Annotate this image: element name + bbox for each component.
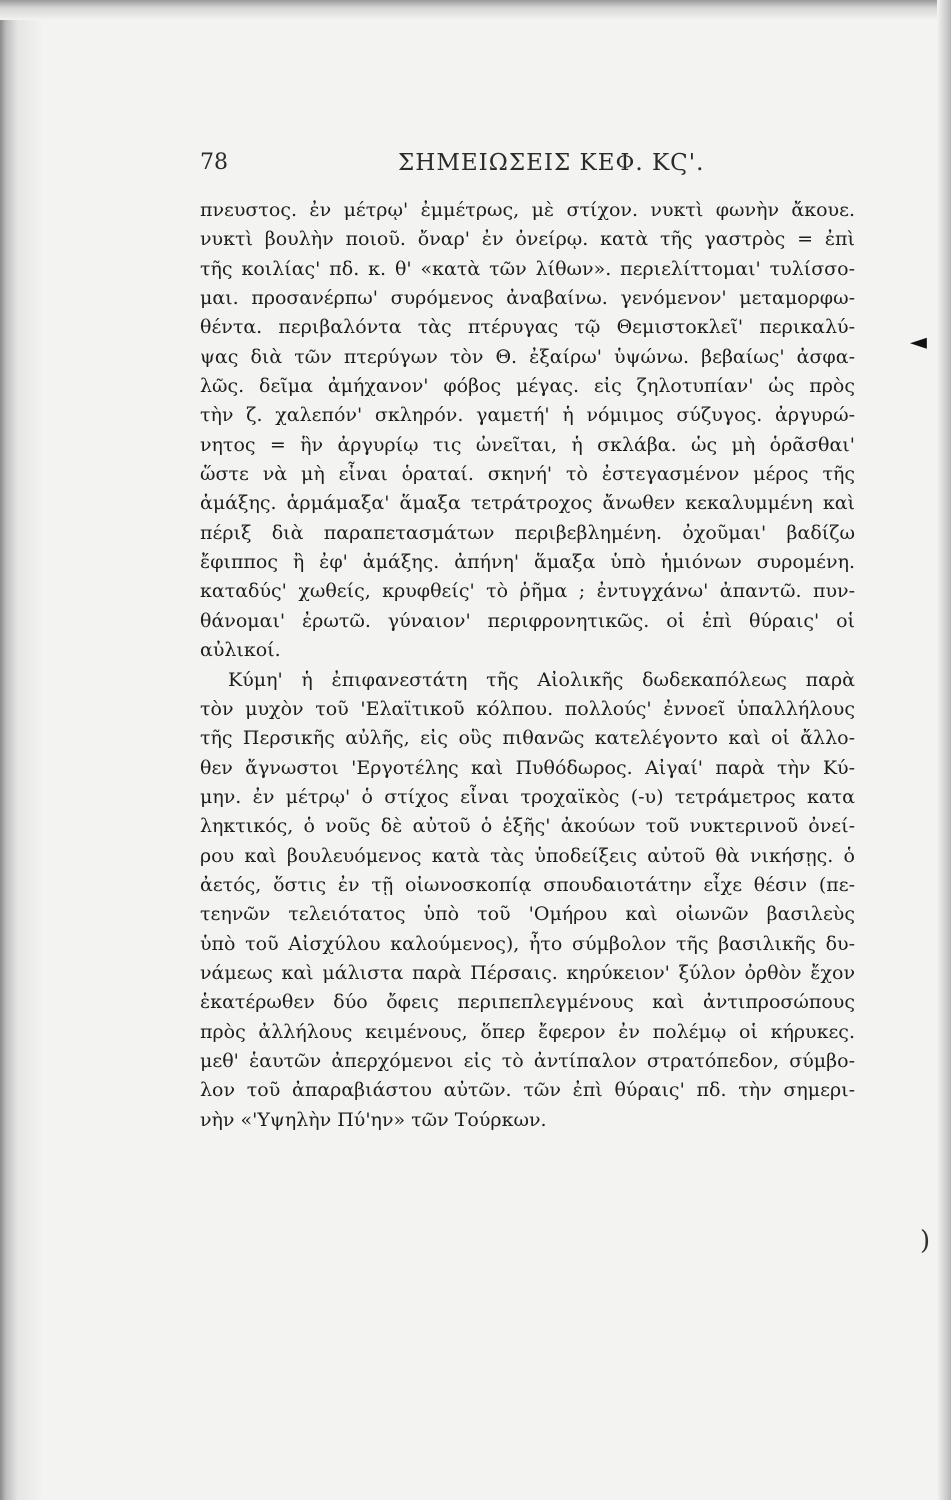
text-line: τεηνῶν τελειότατος ὑπὸ τοῦ 'Ομήρου καὶ οἰωνῶν βασιλεὺς (200, 903, 855, 926)
text-line: θεν ἄγνωστοι 'Εργοτέλης καὶ Πυθόδωρος. Αἰγαί' παρὰ τὴν Κύ- (200, 756, 855, 779)
text-line: τὸν μυχὸν τοῦ 'Ελαϊτικοῦ κόλπου. πολλούς' ἐννοεῖ ὑπαλλήλους (200, 697, 855, 720)
text-line: ρου καὶ βουλευόμενος κατὰ τὰς ὑποδείξεις αὐτοῦ θὰ νικήσῃς. ὁ (200, 844, 855, 867)
text-line: ἑκατέρωθεν δύο ὄφεις περιπεπλεγμένους καὶ ἀντιπροσώπους (200, 991, 855, 1014)
text-line: λον τοῦ ἀπαραβιάστου αὐτῶν. τῶν ἐπὶ θύραις' πδ. τὴν σημερι- (200, 1079, 855, 1102)
body-text (200, 196, 855, 1135)
text-line: ὥστε νὰ μὴ εἶναι ὁραταί. σκηνή' τὸ ἐστεγασμένον μέρος τῆς (200, 463, 855, 486)
text-line: ἀετός, ὅστις ἐν τῇ οἰωνοσκοπίᾳ σπουδαιοτάτην εἶχε θέσιν (πε- (200, 873, 855, 896)
text-line: ἁμάξης. ἁρμάμαξα' ἅμαξα τετράτροχος ἄνωθεν κεκαλυμμένη καὶ (200, 492, 855, 515)
text-line: πέριξ διὰ παραπετασμάτων περιβεβλημένη. ὀχοῦμαι' βαδίζω (200, 521, 855, 544)
text-line: ληκτικός, ὁ νοῦς δὲ αὐτοῦ ὁ ἑξῆς' ἀκούων τοῦ νυκτερινοῦ ὀνεί- (200, 815, 855, 838)
text-line: ψας διὰ τῶν πτερύγων τὸν Θ. ἐξαίρω' ὑψώνω. βεβαίως' ἀσφα- (200, 345, 855, 368)
text-line: θάνομαι' ἐρωτῶ. γύναιον' περιφρονητικῶς. οἱ ἐπὶ θύραις' οἱ (200, 609, 855, 632)
page-number: 78 (200, 150, 228, 175)
text-line: νάμεως καὶ μάλιστα παρὰ Πέρσαις. κηρύκειον' ξύλον ὀρθὸν ἔχον (200, 961, 855, 984)
text-line: πνευστος. ἐν μέτρῳ' ἐμμέτρως, μὲ στίχον. νυκτὶ φωνὴν ἄκουε. (200, 199, 855, 221)
margin-paren-mark: ) (920, 1226, 931, 1256)
text-line: θέντα. περιβαλόντα τὰς πτέρυγας τῷ Θεμιστοκλεῖ' περικαλύ- (200, 316, 855, 339)
text-line: καταδύς' χωθείς, κρυφθείς' τὸ ῥῆμα ; ἐντυγχάνω' ἀπαντῶ. πυν- (200, 580, 855, 603)
page-binding-shadow-left (0, 0, 44, 1500)
text-line-paragraph-end: νὴν «'Υψηλὴν Πύ'ην» τῶν Τούρκων. (200, 1108, 547, 1131)
text-line: ἔφιππος ἢ ἐφ' ἁμάξης. ἀπήνη' ἅμαξα ὑπὸ ἡμιόνων συρομένη. (200, 551, 855, 574)
text-line: τὴν ζ. χαλεπόν' σκληρόν. γαμετή' ἡ νόμιμος σύζυγος. ἀργυρώ- (200, 404, 855, 427)
text-line: νητος = ἣν ἀργυρίῳ τις ὠνεῖται, ἡ σκλάβα. ὡς μὴ ὁρᾶσθαι' (200, 433, 855, 456)
text-line: πρὸς ἀλλήλους κειμένους, ὅπερ ἔφερον ἐν πολέμῳ οἱ κήρυκες. (200, 1020, 855, 1043)
page-shadow-right (937, 0, 951, 1500)
text-line: μαι. προσανέρπω' συρόμενος ἀναβαίνω. γενόμενον' μεταμορφω- (200, 287, 855, 310)
text-line: λῶς. δεῖμα ἀμήχανον' φόβος μέγας. εἰς ζηλοτυπίαν' ὡς πρὸς (200, 375, 855, 398)
text-line-paragraph-start: Κύμη' ἡ ἐπιφανεστάτη τῆς Αἰολικῆς δωδεκαπόλεως παρὰ (228, 668, 855, 691)
text-line: ὑπὸ τοῦ Αἰσχύλου καλούμενος), ἦτο σύμβολον τῆς βασιλικῆς δυ- (200, 932, 855, 955)
running-head: ΣΗΜΕΙΩΣΕΙΣ ΚΕΦ. ΚϚ'. (398, 150, 705, 176)
text-line: νυκτὶ βουλὴν ποιοῦ. ὄναρ' ἐν ὀνείρῳ. κατὰ τῆς γαστρὸς = ἐπὶ (200, 228, 855, 251)
text-line: μεθ' ἑαυτῶν ἀπερχόμενοι εἰς τὸ ἀντίπαλον στρατόπεδον, σύμβο- (200, 1049, 855, 1072)
text-line: τῆς κοιλίας' πδ. κ. θ' «κατὰ τῶν λίθων». περιελίττομαι' τυλίσσο- (200, 257, 855, 280)
margin-arrow-mark: ◄ (910, 330, 927, 355)
text-line-paragraph-end: αὐλικοί. (200, 639, 281, 662)
text-line: μην. ἐν μέτρῳ' ὁ στίχος εἶναι τροχαϊκὸς (-υ) τετράμετρος κατα (200, 785, 855, 808)
text-line: τῆς Περσικῆς αὐλῆς, εἰς οὓς πιθανῶς κατελέγοντο καὶ οἱ ἄλλο- (200, 727, 855, 750)
page-shadow-top (0, 0, 951, 20)
